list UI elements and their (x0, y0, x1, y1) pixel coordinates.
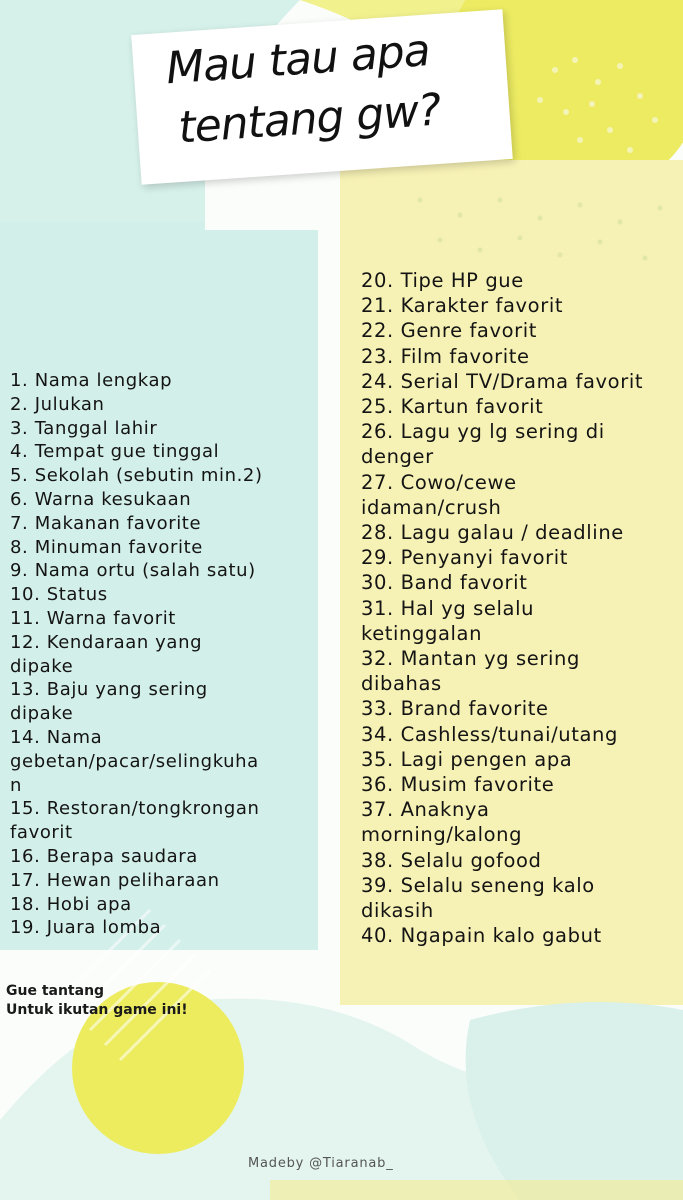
list-item: 40. Ngapain kalo gabut (361, 924, 602, 948)
list-item: 25. Kartun favorit (361, 395, 544, 419)
list-item: 38. Selalu gofood (361, 848, 542, 872)
list-item: 36. Musim favorite (361, 773, 555, 797)
list-item: 20. Tipe HP gue (361, 269, 524, 292)
list-item: 22. Genre favorit (361, 319, 538, 343)
list-item: 13. Baju yang sering dipake (10, 679, 208, 725)
list-item: 1. Nama lengkap (10, 370, 173, 391)
list-item: 33. Brand favorite (361, 697, 549, 721)
list-item: 8. Minuman favorite (10, 536, 203, 558)
yellow-strip-bottom (270, 1180, 683, 1200)
list-item: 39. Selalu seneng kalo dikasih (361, 873, 595, 923)
list-item: 35. Lagi pengen apa (361, 747, 573, 771)
question-list-left (10, 369, 310, 940)
list-item: 5. Sekolah (sebutin min.2) (10, 465, 263, 487)
list-item: 32. Mantan yg sering dibahas (361, 647, 580, 696)
list-item: 24. Serial TV/Drama favorit (361, 369, 644, 393)
challenge-line-2: Untuk ikutan game ini! (6, 1002, 188, 1018)
page-title (156, 16, 504, 159)
list-item: 6. Warna kesukaan (10, 488, 192, 510)
challenge-text (6, 982, 246, 1020)
list-item: 18. Hobi apa (10, 893, 132, 915)
list-item: 37. Anaknya morning/kalong (361, 798, 523, 847)
list-item: 19. Juara lomba (10, 917, 162, 939)
list-item: 31. Hal yg selalu ketinggalan (361, 596, 535, 645)
title-line-1: Mau tau apa (164, 25, 432, 95)
list-item: 26. Lagu yg lg sering di denger (361, 420, 605, 469)
challenge-line-1: Gue tantang (6, 983, 105, 999)
list-item: 12. Kendaraan yang dipake (10, 631, 203, 677)
title-line-2: tentang gw? (176, 84, 443, 154)
list-item: 15. Restoran/tongkrongan favorit (10, 798, 260, 844)
list-item: 16. Berapa saudara (10, 845, 198, 867)
list-item: 7. Makanan favorite (10, 512, 202, 534)
list-item: 23. Film favorite (361, 344, 530, 368)
list-item: 3. Tanggal lahir (10, 417, 158, 439)
credit-text: Madeby @Tiaranab_ (248, 1156, 394, 1171)
list-item: 29. Penyanyi favorit (361, 546, 568, 570)
list-item: 17. Hewan peliharaan (10, 869, 220, 891)
list-item: 34. Cashless/tunai/utang (361, 722, 618, 746)
list-item: 21. Karakter favorit (361, 294, 564, 318)
list-item: 4. Tempat gue tinggal (10, 441, 220, 463)
list-item: 2. Julukan (10, 393, 105, 415)
list-item: 28. Lagu galau / deadline (361, 521, 624, 545)
list-item: 11. Warna favorit (10, 607, 176, 629)
list-item: 27. Cowo/cewe idaman/crush (361, 470, 517, 519)
list-item: 14. Nama gebetan/pacar/selingkuha n (10, 726, 259, 796)
list-item: 30. Band favorit (361, 571, 528, 595)
question-list-right (361, 268, 677, 948)
list-item: 10. Status (10, 584, 108, 606)
list-item: 9. Nama ortu (salah satu) (10, 560, 256, 582)
